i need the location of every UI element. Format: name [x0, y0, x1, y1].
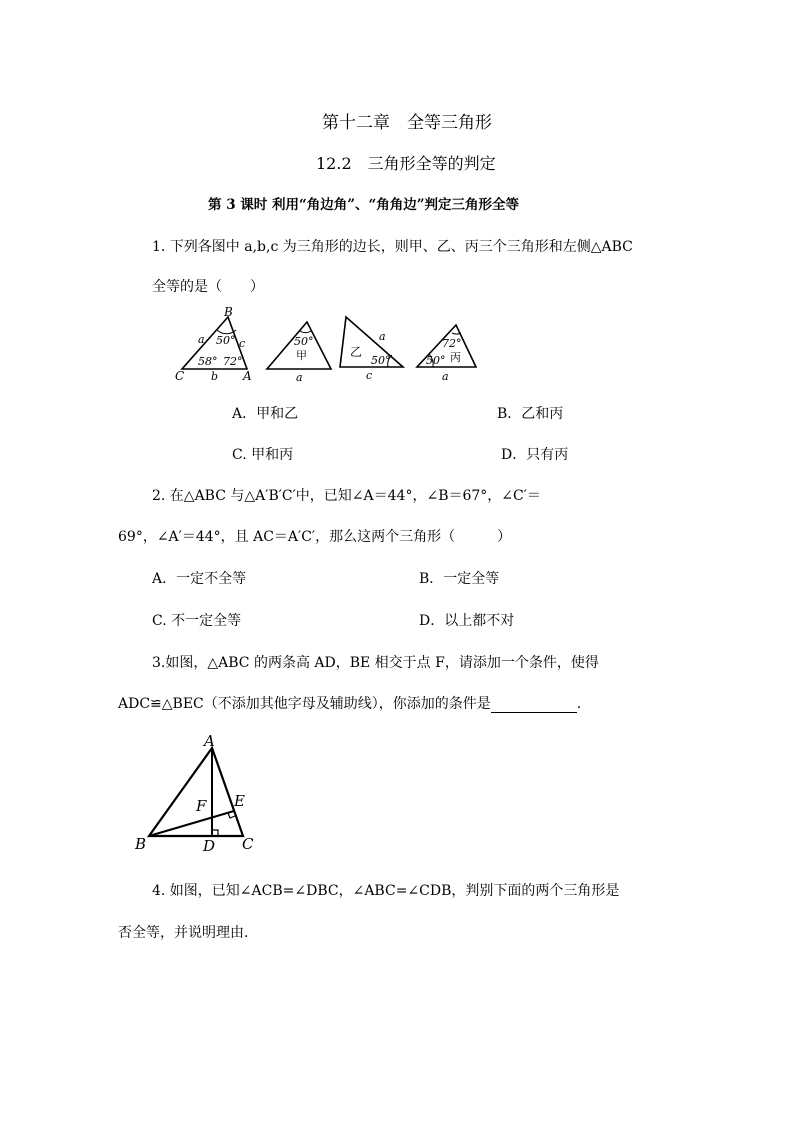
label-A: A [243, 369, 252, 383]
bing-angle-2: 50° [426, 354, 446, 367]
q2-line1: 2. 在△ABC 与△A′B′C′中，已知∠A＝44°，∠B＝67°，∠C′＝ [152, 488, 541, 504]
label-D-q3: D [203, 837, 216, 855]
right-angle-e [228, 813, 235, 818]
label-b: b [211, 370, 219, 383]
bing-side: a [442, 370, 449, 383]
yi-angle: 50° [371, 354, 391, 367]
q3-line2-end: . [576, 696, 582, 712]
yi-side-c: c [366, 369, 373, 382]
angle-A: 72° [223, 355, 243, 368]
bing-angle-1: 72° [442, 337, 462, 350]
label-a: a [198, 333, 205, 346]
q4-line2: 否全等，并说明理由. [118, 925, 249, 941]
q2-option-a: A．一定不全等 [152, 571, 247, 587]
chapter-title: 第十二章 全等三角形 [322, 113, 492, 133]
q1-option-b: B．乙和丙 [497, 406, 564, 422]
answer-blank[interactable] [491, 698, 577, 713]
q3-line2 [118, 693, 581, 713]
yi-side-a: a [379, 330, 386, 343]
label-F-q3: F [196, 797, 207, 815]
q1-option-d: D．只有丙 [501, 447, 569, 463]
q1-triangles-figure [170, 305, 500, 385]
q1-line1: 1. 下列各图中 a,b,c 为三角形的边长，则甲、乙、丙三个三角形和左侧△ABC [152, 239, 633, 255]
jia-name: 甲 [296, 349, 307, 362]
label-E-q3: E [234, 792, 245, 810]
q1-option-c: C. 甲和丙 [232, 447, 294, 463]
lesson-title: 第 3 课时 利用“角边角”、“角角边”判定三角形全等 [208, 197, 520, 213]
label-A-q3: A [204, 732, 215, 750]
q2-line2: 69°，∠A′＝44°，且 AC＝A′C′，那么这两个三角形（ ） [118, 529, 512, 545]
section-title: 12.2 三角形全等的判定 [316, 154, 496, 173]
label-B: B [224, 305, 233, 319]
q3-line2-text: ADC≌△BEC（不添加其他字母及辅助线），你添加的条件是 [118, 696, 491, 712]
label-C: C [175, 369, 185, 383]
q2-option-d: D．以上都不对 [419, 613, 515, 629]
angle-C: 58° [198, 355, 218, 368]
q3-triangle-figure [130, 730, 270, 860]
altitude-be [149, 811, 234, 836]
q1-line2: 全等的是（ ） [152, 279, 264, 295]
label-C-q3: C [242, 835, 254, 853]
angle-B: 50° [216, 334, 236, 347]
bing-name: 丙 [450, 351, 461, 364]
label-B-q3: B [135, 835, 147, 853]
q2-option-b: B．一定全等 [419, 571, 500, 587]
yi-name: 乙 [350, 345, 363, 359]
jia-angle: 50° [294, 335, 314, 348]
q3-line1: 3.如图，△ABC 的两条高 AD，BE 相交于点 F，请添加一个条件，使得 [152, 655, 599, 671]
q1-option-a: A．甲和乙 [232, 406, 299, 422]
q4-line1: 4. 如图，已知∠ACB=∠DBC，∠ABC=∠CDB，判别下面的两个三角形是 [152, 883, 620, 899]
label-c: c [239, 337, 246, 350]
jia-side: a [296, 371, 303, 384]
q2-option-c: C. 不一定全等 [152, 613, 242, 629]
